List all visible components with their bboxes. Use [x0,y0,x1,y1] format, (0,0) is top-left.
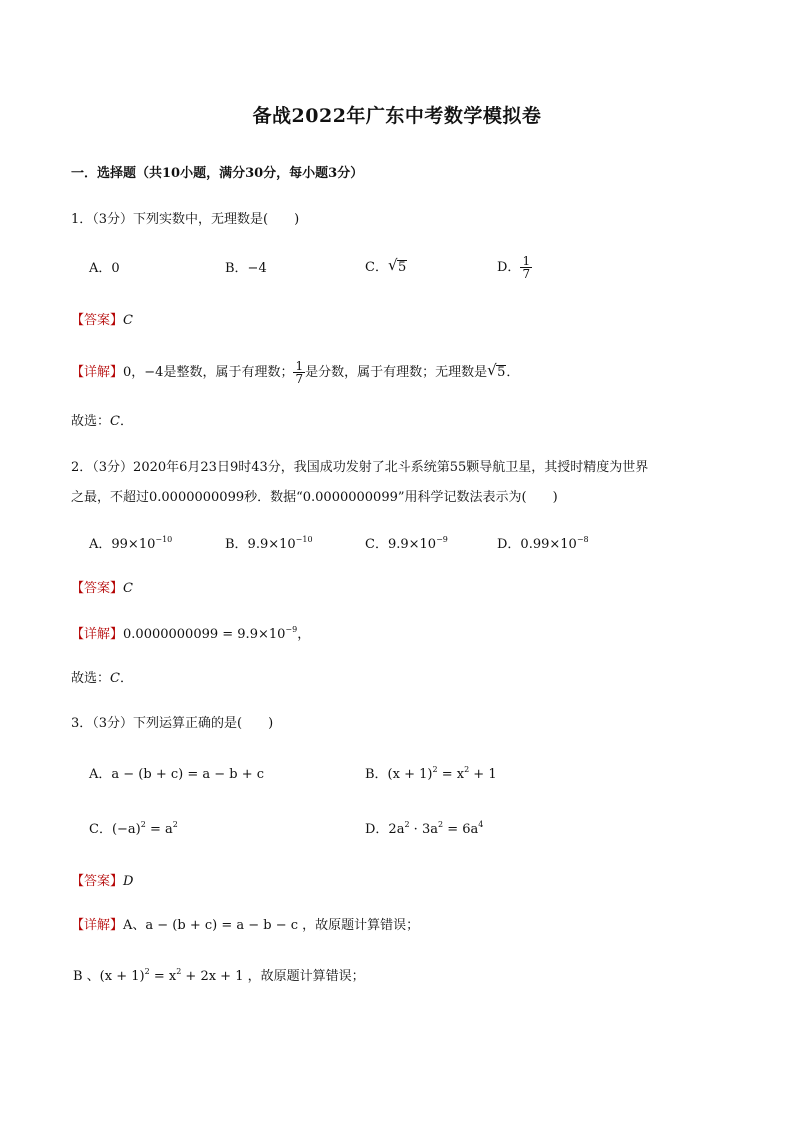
fraction: $\frac{1}{7}$ [295,359,304,386]
option-d-label: D． [497,260,521,275]
question-2-stem-line1: 2．（3分）2020年6月23日9时43分，我国成功发射了北斗系统第55颗导航卫星，其授时精度为世界 [71,460,649,475]
question-3-option-c: C．$(-a)^2 = a^2$ [89,820,178,837]
question-2-choose: 故选：C． [71,671,133,686]
question-1-option-b: B．−4 [225,261,267,276]
question-2-option-a: A．$99\times 10^{-10}$ [89,535,173,552]
question-3-stem: 3．（3分）下列运算正确的是( ) [71,716,274,731]
question-2-stem-line2: 之最，不超过0.0000000099秒．数据“0.0000000099”用科学记数法表示为( ) [71,490,558,505]
sqrt-symbol: √ 5 [487,361,506,380]
question-1-stem: 1．（3分）下列实数中，无理数是( ) [71,212,300,227]
question-1-answer [71,314,133,327]
sqrt-symbol: √ 5 [387,256,407,275]
question-1-option-c [365,256,407,275]
question-3-option-b: B．$(x + 1)^2 = x^2 + 1$ [365,765,497,782]
answer-value: C [123,581,133,596]
option-c-label: C． [365,260,388,275]
question-3-detail-a: 【详解】A、a − (b + c) = a − b − c ，故原题计算错误； [71,918,420,933]
question-2-option-d: D．$0.99\times 10^{-8}$ [497,535,589,552]
detail-tag: 【详解】 [71,365,124,380]
question-2-option-c: C．$9.9\times 10^{-9}$ [365,535,448,552]
answer-tag: 【答案】 [71,581,124,596]
question-2-detail: 【详解】$0.0000000099 = 9.9\times 10^{-9}$， [71,625,311,642]
page-title: 备战2022年广东中考数学模拟卷 [252,105,542,127]
answer-value: D [123,874,134,889]
question-1-choose: 故选：C． [71,414,133,429]
question-3-answer [71,875,133,888]
question-3-detail-b: B 、$(x + 1)^2 = x^2 + 2x + 1$ ，故原题计算错误； [73,967,365,984]
answer-tag: 【答案】 [71,874,124,889]
answer-value: C [123,313,133,328]
answer-tag: 【答案】 [71,313,124,328]
section-heading: 一．选择题（共10小题，满分30分，每小题3分） [71,166,364,181]
question-3-option-d: D．$2a^2 \cdot 3a^2 = 6a^4$ [365,820,484,837]
question-1-option-a: A．0 [89,261,120,276]
question-1-option-d [497,255,532,280]
question-1-detail: 【详解】0，−4是整数，属于有理数； $\frac{1}{7}$ 是分数，属于有理数；无理数是 √ 5． [71,359,520,386]
detail-tag: 【详解】 [71,918,124,933]
fraction: $\frac{1}{7}$ [522,254,531,281]
question-3-option-a: A．a − (b + c) = a − b + c [89,767,265,782]
detail-tag: 【详解】 [71,627,124,642]
question-2-option-b: B．$9.9\times 10^{-10}$ [225,535,313,552]
question-2-answer [71,582,133,595]
